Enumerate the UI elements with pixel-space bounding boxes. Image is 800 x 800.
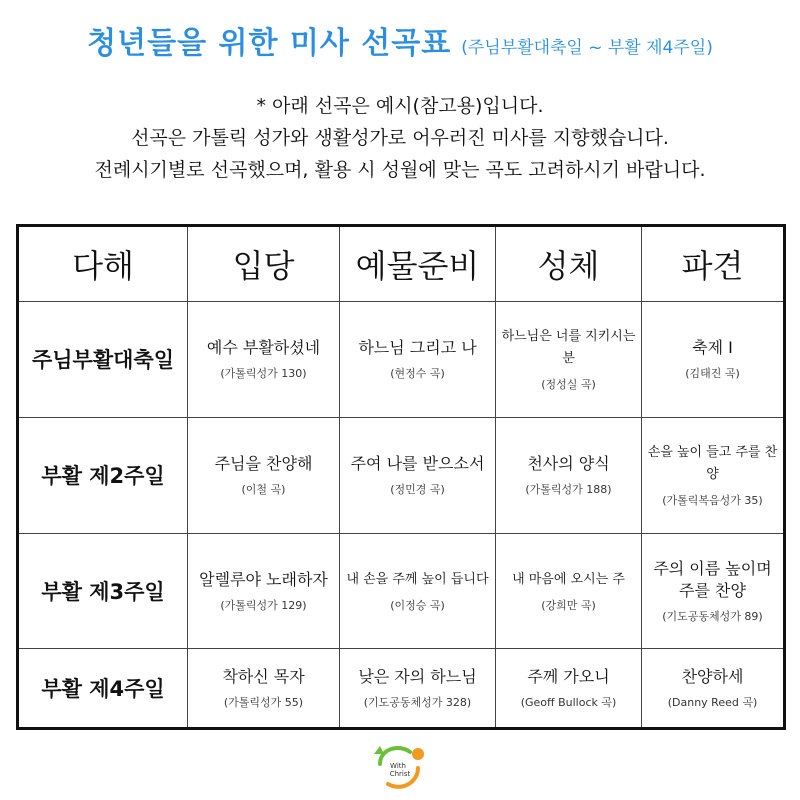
song-credit: (가톨릭복음성가 35) (662, 494, 763, 508)
header-entrance: 입당 (188, 226, 340, 302)
header-communion: 성체 (496, 226, 642, 302)
song-credit: (이정승 곡) (390, 599, 445, 613)
song-title: 낮은 자의 하느님 (358, 667, 477, 687)
song-title: 축제 I (692, 338, 733, 358)
logo-orange-dot (412, 748, 424, 760)
table-row (18, 649, 785, 729)
row-label: 부활 제3주일 (18, 533, 188, 649)
page-subtitle: (주님부활대축일 ~ 부활 제4주일) (461, 38, 713, 58)
table-cell (340, 649, 496, 729)
song-credit: (김태진 곡) (685, 367, 740, 381)
song-credit: (기도공동체성가 328) (363, 696, 472, 710)
header-year: 다해 (18, 226, 188, 302)
table-cell (642, 533, 785, 649)
song-title: 하느님 그리고 나 (358, 338, 477, 358)
song-credit: (현정수 곡) (390, 367, 445, 381)
song-title: 내 마음에 오시는 주 (512, 572, 625, 588)
table-row (18, 533, 785, 649)
song-credit: (정성실 곡) (541, 378, 596, 392)
with-christ-logo (370, 738, 430, 794)
row-label: 주님부활대축일 (18, 302, 188, 418)
song-title: 주께 가오니 (527, 667, 610, 687)
song-credit: (이철 곡) (241, 483, 286, 497)
song-title: 주의 이름 높이며 주를 찬양 (653, 559, 772, 601)
song-title: 주님을 찬양해 (214, 454, 313, 474)
table-cell (188, 417, 340, 533)
table-row (18, 302, 785, 418)
song-credit: (가톨릭성가 188) (525, 483, 612, 497)
table-cell (496, 649, 642, 729)
song-credit: (Danny Reed 곡) (667, 696, 758, 710)
table-cell (340, 417, 496, 533)
logo-text-with: With (390, 762, 406, 770)
song-credit: (정민경 곡) (390, 483, 445, 497)
table-cell (340, 302, 496, 418)
song-title: 예수 부활하셨네 (206, 338, 321, 358)
row-label: 부활 제4주일 (18, 649, 188, 729)
table-cell (496, 533, 642, 649)
table-cell (340, 533, 496, 649)
table-cell (188, 533, 340, 649)
table-cell (188, 649, 340, 729)
page-title: 청년들을 위한 미사 선곡표 (87, 26, 452, 61)
song-title: 알렐루야 노래하자 (199, 570, 328, 590)
table-cell (642, 649, 785, 729)
logo-leaf-icon (374, 746, 384, 754)
song-credit: (강희만 곡) (541, 599, 596, 613)
row-label: 부활 제2주일 (18, 417, 188, 533)
header-offertory: 예물준비 (340, 226, 496, 302)
song-credit: (가톨릭성가 55) (223, 696, 304, 710)
song-title: 손을 높이 들고 주를 찬양 (647, 445, 778, 483)
song-title: 내 손을 주께 높이 듭니다 (346, 572, 489, 588)
song-table (16, 224, 786, 730)
table-cell (496, 302, 642, 418)
note-line-1: * 아래 선곡은 예시(참고용)입니다. (256, 95, 544, 117)
note-line-3: 전례시기별로 선곡했으며, 활용 시 성월에 맞는 곡도 고려하시기 바랍니다. (94, 159, 706, 181)
table-cell (188, 302, 340, 418)
table-row (18, 417, 785, 533)
song-credit: (가톨릭성가 129) (220, 599, 307, 613)
song-title: 찬양하세 (681, 667, 744, 687)
logo-text-christ: Christ (389, 770, 411, 778)
page-title-block (0, 18, 800, 62)
song-credit: (기도공동체성가 89) (662, 610, 763, 624)
table-cell (496, 417, 642, 533)
notes-block (0, 90, 800, 186)
table-cell (642, 302, 785, 418)
song-title: 주여 나를 받으소서 (350, 454, 485, 474)
header-dismissal: 파견 (642, 226, 785, 302)
note-line-2: 선곡은 가톨릭 성가와 생활성가로 어우러진 미사를 지향했습니다. (131, 127, 669, 149)
song-credit: (Geoff Bullock 곡) (520, 696, 617, 710)
song-title: 착하신 목자 (222, 667, 305, 687)
song-title: 하느님은 너를 지키시는 분 (501, 329, 636, 367)
song-title: 천사의 양식 (527, 454, 610, 474)
table-header-row (18, 226, 785, 302)
table-cell (642, 417, 785, 533)
song-credit: (가톨릭성가 130) (220, 367, 307, 381)
